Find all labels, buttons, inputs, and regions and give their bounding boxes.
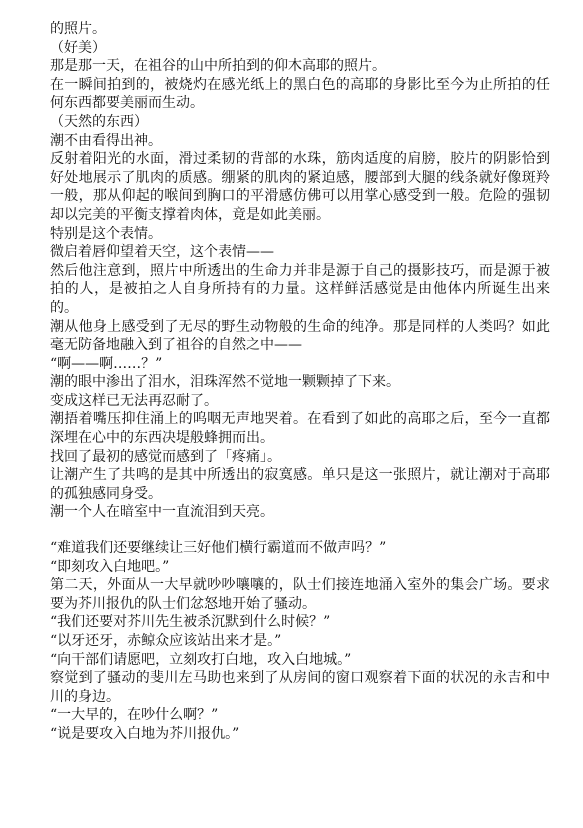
paragraph: “以牙还牙，赤鲸众应该站出来才是。” [50, 633, 282, 649]
paragraph: “啊——啊……？” [50, 355, 163, 372]
paragraph: 潮从他身上感受到了无尽的野生动物般的生命的纯净。那是同样的人类吗？如此毫无防备地融入到了祖谷的自然之中—— [50, 318, 550, 354]
paragraph: 微启着唇仰望着天空，这个表情—— [50, 244, 274, 261]
paragraph: “我们还要对芥川先生被杀沉默到什么时候？” [50, 614, 331, 631]
paragraph: （好美） [50, 39, 106, 56]
section-gap [50, 522, 550, 539]
paragraph: 让潮产生了共鸣的是其中所透出的寂寞感。单只是这一张照片，就让潮对于高耶的孤独感同身受。 [50, 467, 550, 502]
paragraph: 潮的眼中渗出了泪水，泪珠浑然不觉地一颗颗掉了下来。 [50, 374, 400, 391]
paragraph: 变成这样已无法再忍耐了。 [50, 392, 218, 409]
paragraph: 在一瞬间拍到的，被烧灼在感光纸上的黑白色的高耶的身影比至今为止所拍的任何东西都要美丽而生动。 [50, 76, 550, 112]
paragraph: 然后他注意到，照片中所透出的生命力并非是源于自己的摄影技巧，而是源于被拍的人，是被拍之人自身所持有的力量。这样鲜活感觉是由他体内所诞生出来的。 [50, 262, 550, 316]
paragraph: 潮一个人在暗室中一直流泪到天亮。 [50, 504, 274, 521]
paragraph: 潮捂着嘴压抑住涌上的呜咽无声地哭着。在看到了如此的高耶之后，至今一直都深埋在心中的东西决堤般蜂拥而出。 [50, 411, 550, 447]
paragraph: 的照片。 [50, 21, 106, 37]
paragraph: “说是要攻入白地为芥川报仇。” [50, 725, 240, 742]
paragraph: 第二天，外面从一大早就吵吵嚷嚷的，队士们接连地涌入室外的集会广场。要求要为芥川报仇的队士们忿怒地开始了骚动。 [50, 577, 550, 612]
paragraph: （天然的东西） [50, 113, 148, 130]
paragraph: “难道我们还要继续让三好他们横行霸道而不做声吗？” [50, 540, 387, 557]
paragraph: 潮不由看得出神。 [50, 132, 162, 149]
paragraph: “即刻攻入白地吧。” [50, 558, 170, 575]
paragraph: 找回了最初的感觉而感到了「疼痛」。 [50, 448, 281, 465]
paragraph: 察觉到了骚动的斐川左马助也来到了从房间的窗口观察着下面的状况的永吉和中川的身边。 [50, 670, 550, 705]
paragraph: 那是那一天，在祖谷的山中所拍到的仰木高耶的照片。 [50, 58, 386, 75]
paragraph: 反射着阳光的水面，滑过柔韧的背部的水珠，筋肉适度的肩膀，胶片的阴影恰到好处地展示了肌肉的质感。绷紧的肌肉的紧迫感，腰部到大腿的线条就好像斑羚一般，那从仰起的喉间到胸口的平滑感仿佛可以用掌心感受到一般。危险的强韧却以完美的平衡支撑着肉体，竟是如此美丽。 [50, 151, 550, 223]
paragraph: “一大早的，在吵什么啊？” [50, 707, 219, 724]
paragraph: “向干部们请愿吧，立刻攻打白地，攻入白地城。” [50, 651, 352, 668]
document-page [50, 20, 550, 744]
paragraph: 特别是这个表情。 [50, 225, 162, 242]
